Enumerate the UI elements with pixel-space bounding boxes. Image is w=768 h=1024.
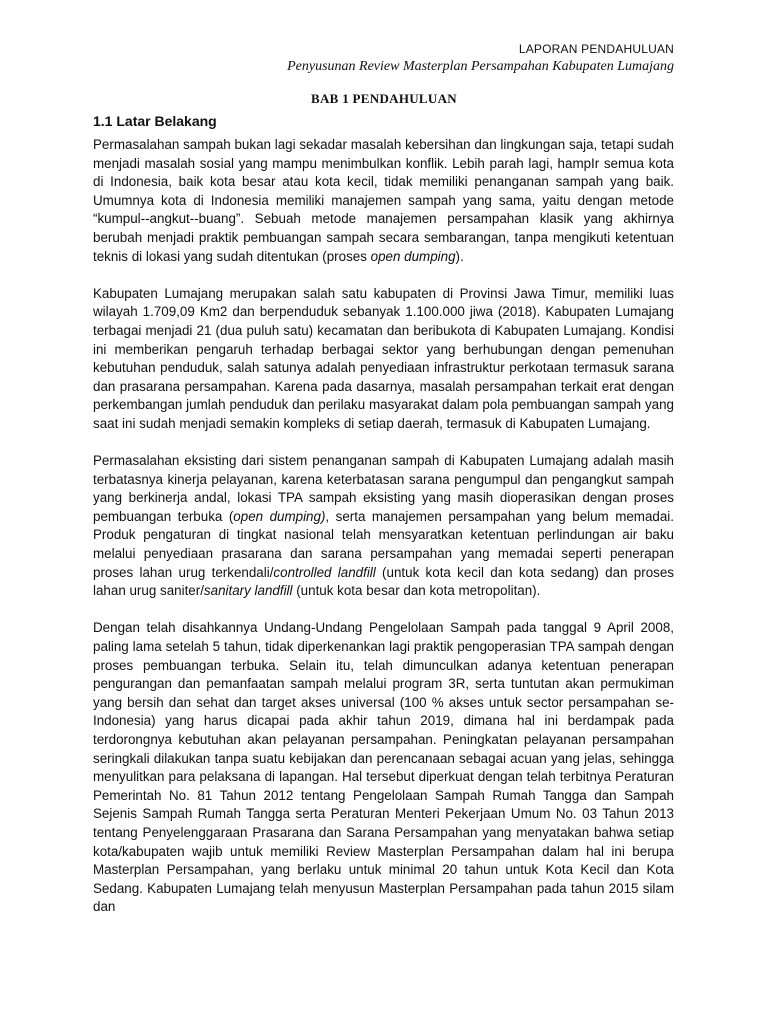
section-heading: 1.1 Latar Belakang <box>93 113 217 129</box>
italic-term: open dumping) <box>233 508 326 524</box>
paragraph-2 <box>93 285 674 434</box>
paragraph-text: Kabupaten Lumajang merupakan salah satu kabupaten di Provinsi Jawa Timur, memiliki luas wilayah 1.709,09 Km2 dan berpenduduk sebanyak 1.100.000 jiwa (2018). Kabupaten Lumajang terbagai menjadi 21 (dua puluh satu) kecamatan dan beribukota di Kabupaten Lumajang. Kondisi ini memberikan pengaruh terhadap berbagai sektor yang berhubungan dengan pemenuhan kebutuhan penduduk, salah satunya adalah penyediaan infrastruktur perkotaan termasuk sarana dan prasarana persampahan. Karena pada dasarnya, masalah persampahan terkait erat dengan perkembangan jumlah penduduk dan perilaku masyarakat dalam pola pembuangan sampah yang saat ini sudah menjadi semakin kompleks di setiap daerah, termasuk di Kabupaten Lumajang. <box>93 285 674 431</box>
body-text <box>93 136 674 917</box>
paragraph-text: Permasalahan eksisting dari sistem penanganan sampah di Kabupaten Lumajang adalah masih terbatasnya kinerja pelayanan, karena keterbatasan sarana pengumpul dan pengangkut sampah yang berkinerja andal, lokasi TPA sampah eksisting yang masih dioperasikan dengan proses pembuangan terbuka ( <box>93 453 674 524</box>
report-subtitle: Penyusunan Review Masterplan Persampahan Kabupaten Lumajang <box>287 59 674 74</box>
italic-term: sanitary landfill <box>203 583 293 599</box>
paragraph-text: ). <box>455 248 464 264</box>
running-header <box>287 40 674 75</box>
paragraph-4 <box>93 619 674 917</box>
italic-term: open dumping <box>370 248 456 264</box>
paragraph-text: (untuk kota besar dan kota metropolitan). <box>292 583 541 599</box>
paragraph-text: Permasalahan sampah bukan lagi sekadar masalah kebersihan dan lingkungan saja, tetapi sudah menjadi masalah sosial yang mampu menimbulkan konflik. Lebih parah lagi, hampIr semua kota di Indonesia, baik kota besar atau kota kecil, tidak memiliki penanganan sampah yang baik. Umumnya kota di Indonesia memiliki manajemen sampah yang sama, yaitu dengan metode “kumpul--angkut--buang”. Sebuah metode manajemen persampahan klasik yang akhirnya berubah menjadi praktik pembuangan sampah secara sembarangan, tanpa mengikuti ketentuan teknis di lokasi yang sudah ditentukan (proses <box>93 137 674 264</box>
chapter-title: BAB 1 PENDAHULUAN <box>311 91 457 106</box>
paragraph-text: , serta manajemen persampahan yang belum memadai. Produk pengaturan di tingkat nasional telah mensyaratkan ketentuan perlindungan air baku melalui penyediaan prasarana dan sarana persampahan yang memadai seperti penerapan proses lahan urug terkendali/ <box>93 508 674 580</box>
paragraph-1 <box>93 136 674 266</box>
paragraph-text: Dengan telah disahkannya Undang-Undang Pengelolaan Sampah pada tanggal 9 April 2008, paling lama setelah 5 tahun, tidak diperkenankan lagi praktik pengoperasian TPA sampah dengan proses pembuangan terbuka. Selain itu, telah dimunculkan adanya ketentuan penerapan pengurangan dan pemanfaatan sampah melalui program 3R, serta tuntutan akan permukiman yang bersih dan sehat dan target akses universal (100 % akses untuk sector persampahan se-Indonesia) yang harus dicapai pada akhir tahun 2019, dimana hal ini berdampak pada terdorongnya kebutuhan akan pelayanan persampahan. Peningkatan pelayanan persampahan seringkali dilakukan tanpa suatu kebijakan dan perencanaan sebagai acuan yang jelas, sehingga menyulitkan para pelaksana di lapangan. Hal tersebut diperkuat dengan telah terbitnya Peraturan Pemerintah No. 81 Tahun 2012 tentang Pengelolaan Sampah Rumah Tangga dan Sampah Sejenis Sampah Rumah Tangga serta Peraturan Menteri Pekerjaan Umum No. 03 Tahun 2013 tentang Penyelenggaraan Prasarana dan Sarana Persampahan yang menyatakan bahwa setiap kota/kabupaten wajib untuk memiliki Review Masterplan Persampahan dalam hal ini berupa Masterplan Persampahan, yang berlaku untuk minimal 20 tahun untuk Kota Kecil dan Kota Sedang. Kabupaten Lumajang telah menyusun Masterplan Persampahan pada tahun 2015 silam dan <box>93 620 674 915</box>
report-title: LAPORAN PENDAHULUAN <box>518 42 674 56</box>
italic-term: controlled landfill <box>273 564 376 580</box>
paragraph-3 <box>93 452 674 601</box>
paragraph-text: (untuk kota kecil dan kota sedang) dan proses lahan urug saniter/ <box>93 564 674 599</box>
